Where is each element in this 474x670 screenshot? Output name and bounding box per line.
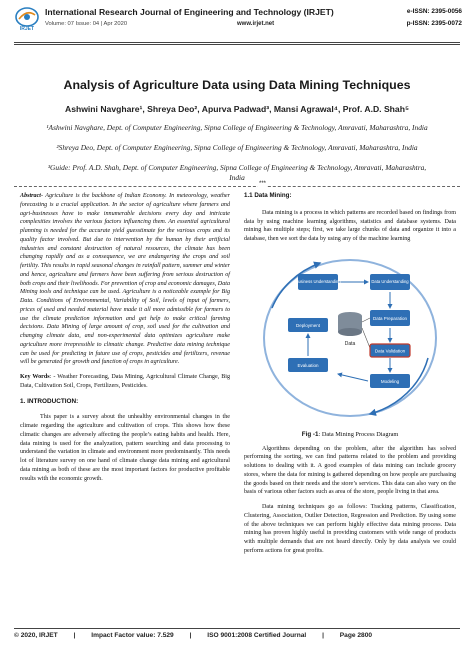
data-mining-paragraph-1: Data mining is a process in which patterns are recorded based on findings from data by using machine learning algorithms, statistics and database systems. Data mining has multiple steps; first, we take large chunks of data and organize it into a database, then we sort the data by using any of the machine learning: [244, 209, 456, 242]
affiliation-1: ¹Ashwini Navghare, Dept. of Computer Engineering, Sipna College of Engineering & Technology, Amravati, Maharashtra, India: [46, 123, 428, 132]
irjet-logo-icon: [14, 6, 40, 27]
node-label-business: Business Understanding: [295, 278, 341, 284]
intro-heading: 1. INTRODUCTION:: [20, 397, 79, 405]
journal-title: International Research Journal of Engineering and Technology (IRJET): [45, 7, 334, 17]
irjet-logo: [14, 6, 40, 34]
link-data-valid: [362, 328, 370, 348]
footer-page: Page 2800: [339, 632, 373, 639]
node-modeling: [370, 374, 410, 388]
right-column: [244, 192, 456, 556]
outer-cycle: [264, 260, 436, 416]
affiliation-2: ²Shreya Deo, Dept. of Computer Engineering, Sipna College of Engineering & Technology, Amravati, Maharashtra, India: [56, 143, 418, 152]
node-label-evaluation: Evaluation: [297, 362, 319, 368]
eissn: e-ISSN: 2395-0056: [406, 8, 462, 15]
footer-iso: ISO 9001:2008 Certified Journal: [207, 632, 307, 639]
section-heading-data-mining: 1.1 Data Mining:: [244, 192, 292, 199]
node-label-deployment: Deployment: [295, 322, 321, 328]
left-column: [20, 192, 230, 483]
footer-rule: [14, 628, 460, 629]
header-rule-2: [14, 44, 460, 45]
figure-caption: [244, 431, 456, 440]
footer-sep-3: |: [322, 632, 324, 639]
node-evaluation: [288, 358, 328, 372]
node-label-data-preparation: Data Preparation: [372, 315, 408, 321]
node-business-understanding: [295, 274, 341, 290]
figure-caption-label: Fig -1: [301, 430, 319, 438]
link-data-prep: [362, 318, 370, 322]
logo-text: IRJET: [19, 26, 35, 32]
node-data-understanding: [370, 274, 410, 290]
header-rule: [14, 42, 460, 43]
node-data-preparation: [370, 310, 410, 326]
data-mining-paragraph-3: Data mining techniques go as follows: Tracking patterns, Classification, Clustering, Association, Outlier Detection, Regression and Prediction. By using some of the above techniques we can perform highly effective data mining process. Data mining has proven highly useful in providing customers with wide range of products with multiple demands that are not heard directly. Only by data analysis we could perform actions for great profits.: [244, 504, 456, 554]
separator-mark: ***: [259, 181, 267, 187]
page-footer: [14, 632, 460, 639]
footer-sep-1: |: [73, 632, 76, 639]
author-list: Ashwini Navghare¹, Shreya Deo², Apurva Padwad³, Mansi Agrawal⁴, Prof. A.D. Shah⁵: [65, 104, 409, 114]
paper-title: Analysis of Agriculture Data using Data Mining Techniques: [63, 78, 411, 92]
data-store-node: [338, 312, 362, 347]
keywords-text: : - Weather Forecasting, Data Mining, Agricultural Climate Change, Big Data, Cultivation Soil, Crops, Fertilizers, Pesticides.: [20, 374, 230, 389]
node-deployment: [288, 318, 328, 332]
intro-paragraph: This paper is a survey about the unhealthy environmental changes in the climate regarding the agriculture and cultivation of crops. This shows how these climatic changes are adversely affecting the people’s eating habits and health. Here, data mining is used for the analyzation, pattern searching and data processing to understand the variation in climate and environment more predominantly. This needs lot of literature survey on one hand of climate change data mining and agricultural data mining as both of these are the most important factors for productive profitable results with the economic growth.: [20, 414, 230, 482]
data-mining-paragraph-2: Algorithms depending on the problem, after the algorithm has solved performing the sorting, we can find patterns related to the problem and providing solutions to dealing with it. A good examples of data mining can include grocery stores, where the data for mining is gathered depending on how people are purchasing the goods based on their needs and the store’s services. This data can also vary on the basis of various other factors such as area of the store, people living in that area.: [244, 445, 456, 496]
node-label-data-validation: Data Validation: [374, 348, 406, 354]
figure-caption-text: : Data Mining Process Diagram: [318, 430, 399, 438]
node-data-validation: [370, 344, 410, 357]
arrow-mod-eval: [338, 374, 368, 381]
footer-copyright: © 2020, IRJET: [14, 632, 58, 639]
keywords-label: Key Words: [20, 374, 50, 380]
footer-impact: Impact Factor value: 7.529: [91, 632, 174, 639]
data-mining-figure: [250, 248, 450, 428]
affiliation-3: ³Guide: Prof. A.D. Shah, Dept. of Computer Engineering, Sipna College of Engineering & Technology, Amravati, Maharashtra, India: [47, 163, 427, 182]
node-label-data-understanding: Data Understanding: [371, 278, 409, 284]
abstract: [20, 192, 230, 367]
separator-line: [14, 186, 460, 191]
keywords: [20, 373, 230, 391]
process-diagram: [250, 248, 450, 428]
volume-line: Volume: 07 Issue: 04 | Apr 2020: [45, 21, 128, 27]
footer-sep-2: |: [189, 632, 192, 639]
abstract-label: Abstract: [20, 193, 41, 199]
pissn: p-ISSN: 2395-0072: [406, 20, 462, 27]
journal-website: www.irjet.net: [237, 21, 275, 27]
node-label-modeling: Modeling: [380, 378, 400, 384]
node-data-label: Data: [344, 340, 356, 347]
journal-header: [14, 6, 462, 40]
abstract-text: - Agriculture is the backbone of Indian Economy. In meteorology, weather forecasting is a crucial application. In the sector of agriculture where farmers and agri-businesses have to make innumerable decisions every day and intricate complexities involves the various factors influencing them. An essential agricultural planning is needed for the accurate yield guesstimate for the various crops and its quality factor involved. But due to intervention by the human by their artificial industries and constant destruction of natural resources, the climate has been changing rapidly and as a consequence, we are endangering the crops and soil fertility. This results in rapid seasonal changes in rainfall pattern, summer and winter and hence, agriculture and farmers have been suffering from serious destruction of both crops and their livelihoods. For prevention of crop and economic damages, Data Mining tools and technique can be used. Agriculture is a noticeable example for Big Data. Conditions of Environmental, Variability of Soil, levels of input of farmers, prices of used and needed material have made it all more admissible for farmers to use the climate prediction information and get help to make critical farming decisions. Data Mining of large amount of crop, soil used for the cultivation and changing climate data, and non-experimental data optimizes agriculture make agriculture more irrepressible to climatic change. Predictive data mining technique can be used for predicting in future use of crops, pesticides and fertilizers, revenue will be generated for growth and function of crops in agriculture.: [20, 193, 230, 366]
